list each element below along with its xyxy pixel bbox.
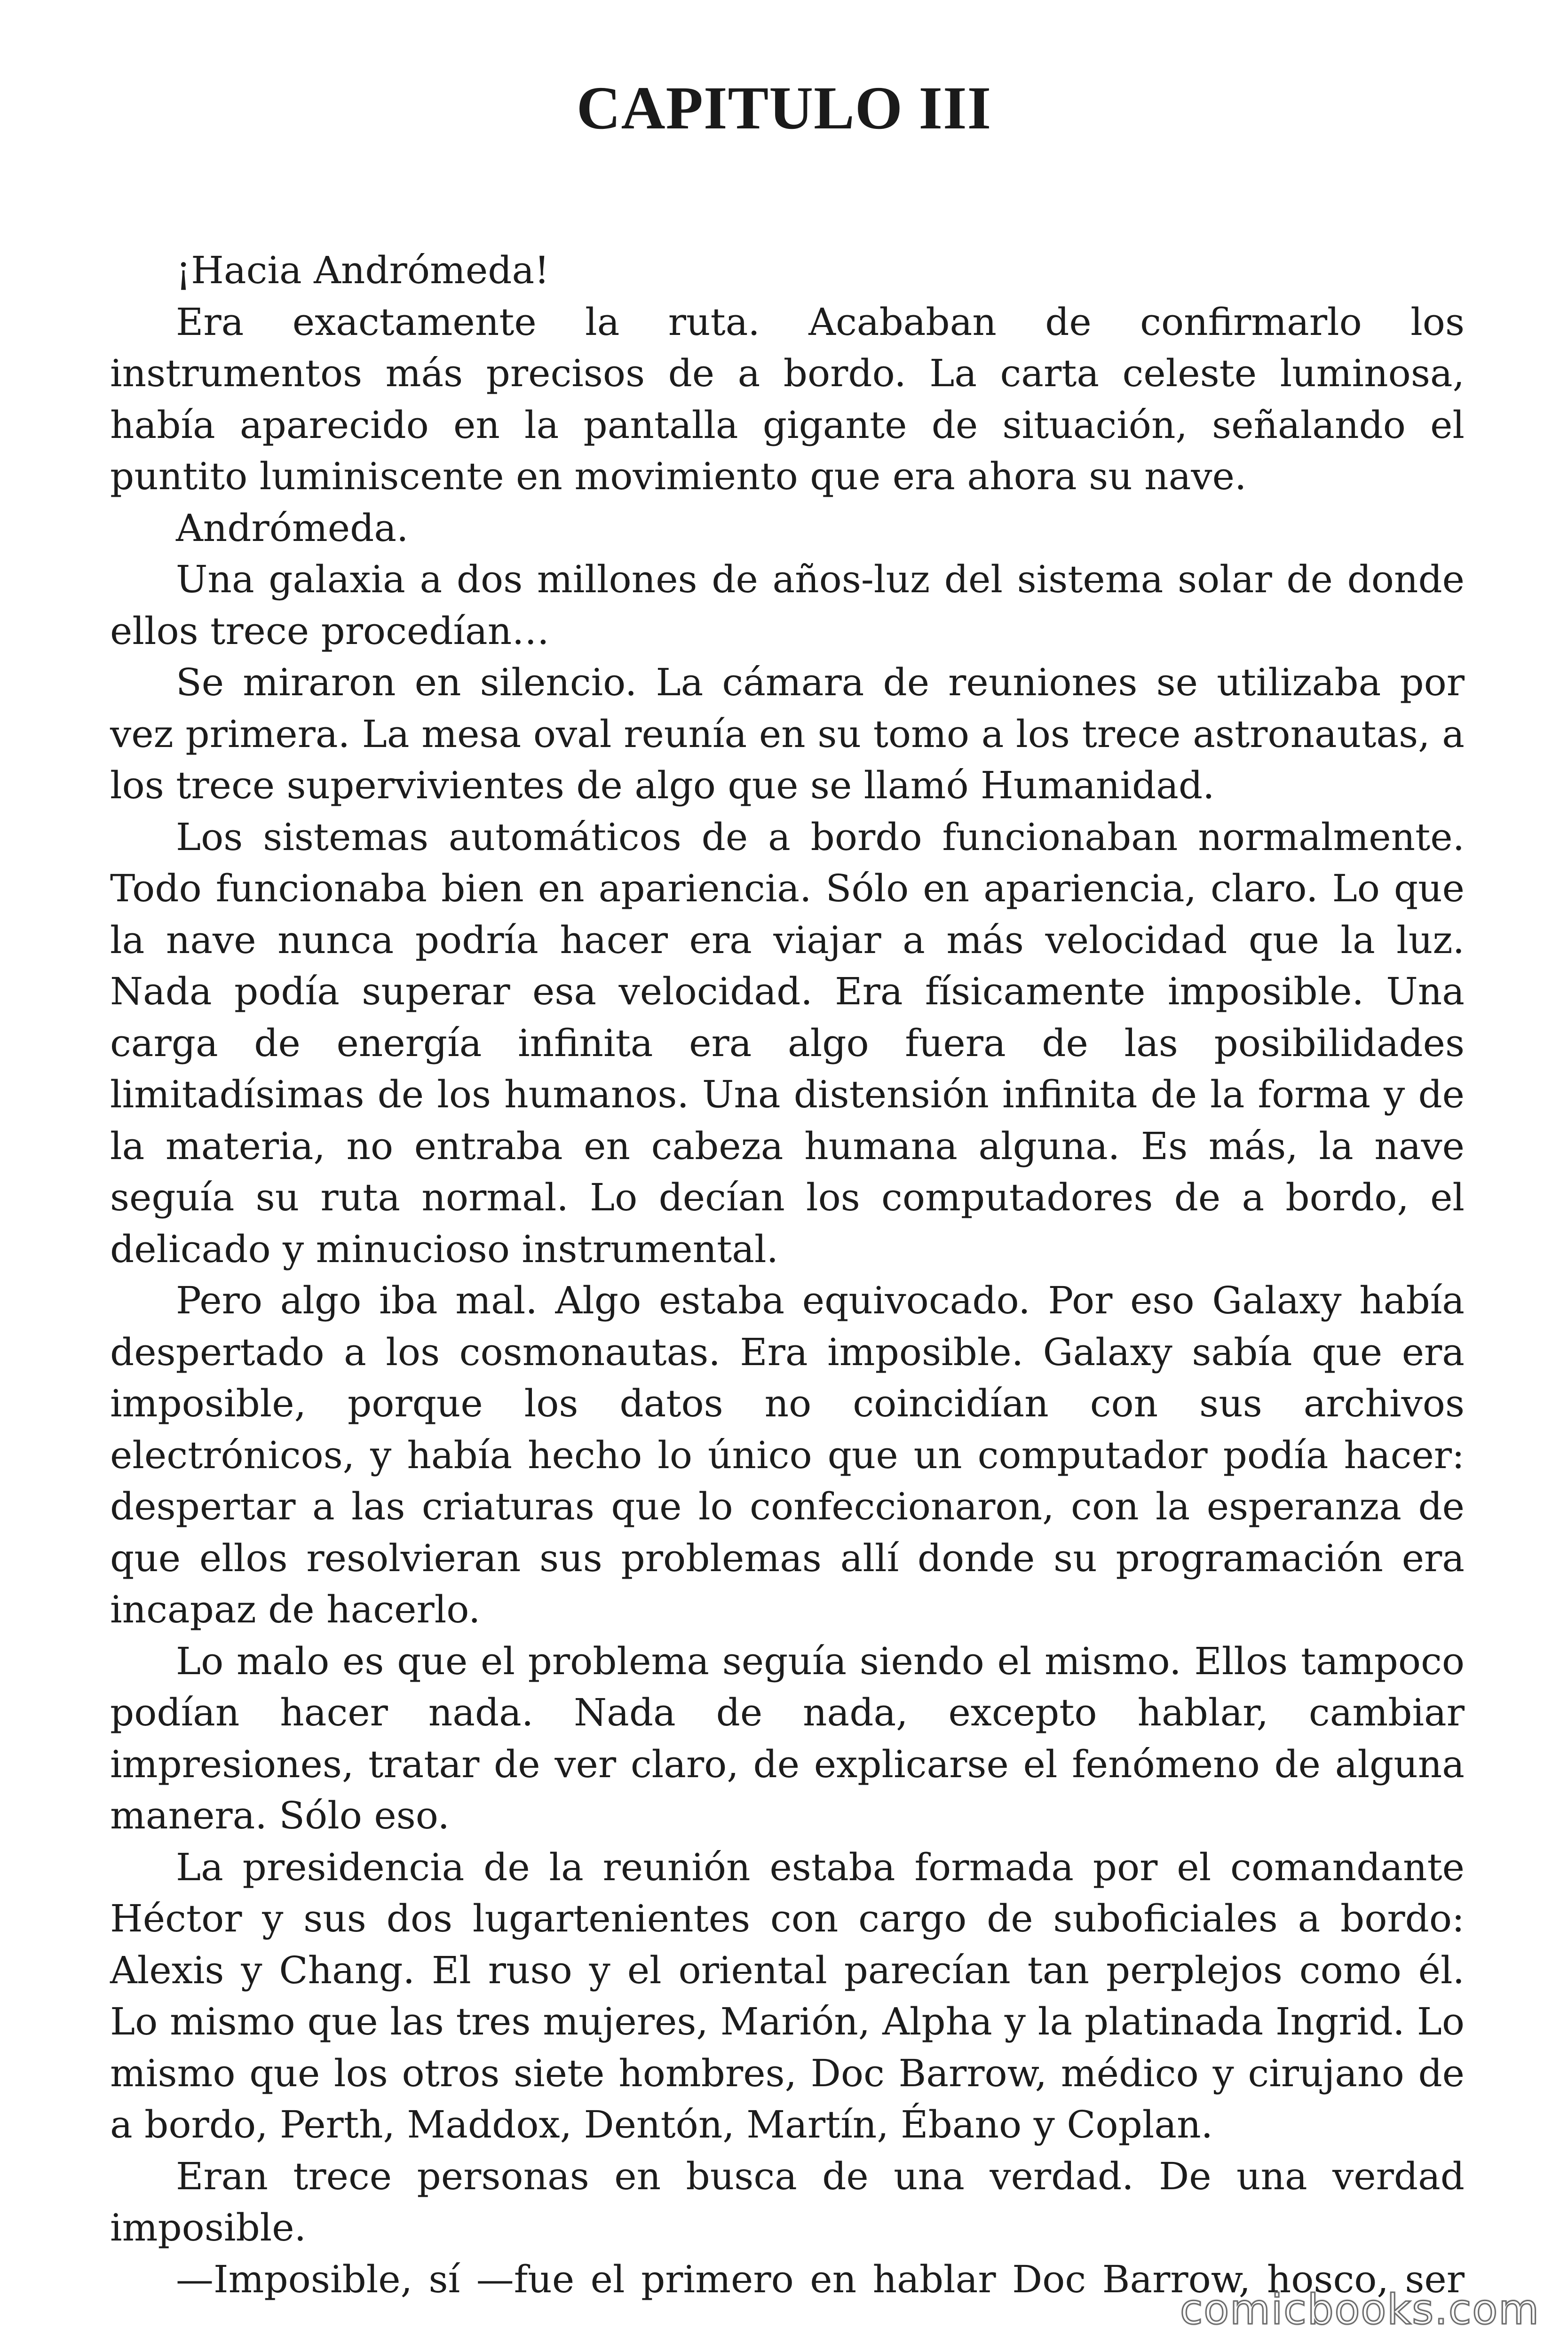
chapter-title: CAPITULO III (576, 74, 992, 142)
paragraph: Se miraron en silencio. La cámara de reuniones se utilizaba por vez primera. La mesa oval reunía en su tomo a los trece astronautas, a los trece supervivientes de algo que se llamó Humanidad. (110, 660, 1465, 807)
paragraph: ¡Hacia Andrómeda! (176, 248, 550, 292)
paragraph: Pero algo iba mal. Algo estaba equivocado. Por eso Galaxy había despertado a los cosmonautas. Era imposible. Galaxy sabía que era imposible, porque los datos no coincidían con sus archivos electrónicos, y había hecho lo único que un computador podía hacer: despertar a las criaturas que lo confeccionaron, con la esperanza de que ellos resolvieran sus problemas allí donde su programación era incapaz de hacerlo. (110, 1279, 1465, 1631)
paragraph: Andrómeda. (176, 506, 409, 550)
watermark-logo: comicbooks.com (1180, 2285, 1540, 2334)
paragraph: Era exactamente la ruta. Acababan de confirmarlo los instrumentos más precisos de a bordo. La carta celeste luminosa, había aparecido en la pantalla gigante de situación, señalando el puntito luminiscente en movimiento que era ahora su nave. (110, 300, 1465, 498)
paragraph: La presidencia de la reunión estaba formada por el comandante Héctor y sus dos lugartenientes con cargo de suboficiales a bordo: Alexis y Chang. El ruso y el oriental parecían tan perplejos como él. Lo mismo que las tres mujeres, Marión, Alpha y la platinada Ingrid. Lo mismo que los otros siete hombres, Doc Barrow, médico y cirujano de a bordo, Perth, Maddox, Dentón, Martín, Ébano y Coplan. (110, 1845, 1465, 2146)
paragraph: Lo malo es que el problema seguía siendo el mismo. Ellos tampoco podían hacer nada. Nada de nada, excepto hablar, cambiar impresiones, tratar de ver claro, de explicarse el fenómeno de alguna manera. Sólo eso. (110, 1639, 1465, 1837)
paragraph: Eran trece personas en busca de una verdad. De una verdad imposible. (110, 2154, 1465, 2249)
paragraph: Una galaxia a dos millones de años-luz del sistema solar de donde ellos trece procedían… (110, 557, 1465, 653)
paragraph-continued: —Imposible, sí —fue el primero en hablar Doc Barrow, hosco, ser (176, 2257, 1465, 2301)
chapter-body (110, 245, 1465, 2305)
paragraph: Los sistemas automáticos de a bordo funcionaban normalmente. Todo funcionaba bien en apariencia. Sólo en apariencia, claro. Lo que la nave nunca podría hacer era viajar a más velocidad que la luz. Nada podía superar esa velocidad. Era físicamente imposible. Una carga de energía infinita era algo fuera de las posibilidades limitadísimas de los humanos. Una distensión infinita de la forma y de la materia, no entraba en cabeza humana alguna. Es más, la nave seguía su ruta normal. Lo decían los computadores de a bordo, el delicado y minucioso instrumental. (110, 815, 1465, 1271)
